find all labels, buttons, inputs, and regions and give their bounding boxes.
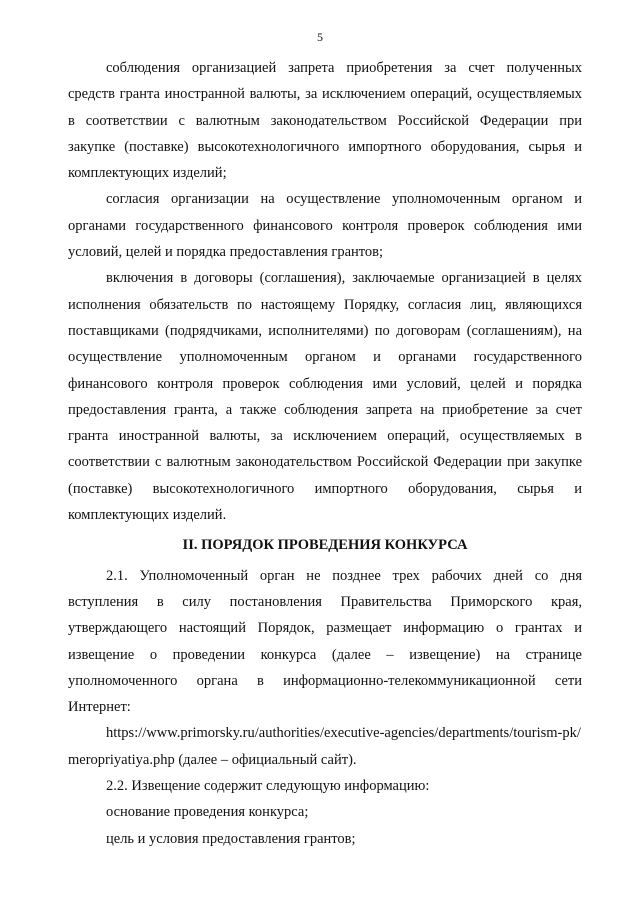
page-number: 5 <box>317 30 323 44</box>
paragraph: согласия организации на осуществление уполномоченным органом и органами государственного финансового контроля проверок соблюдения ими условий, целей и порядка предоставления грантов; <box>68 191 582 261</box>
paragraph: 2.2. Извещение содержит следующую информацию: <box>106 778 430 795</box>
paragraph: цель и условия предоставления грантов; <box>106 830 356 847</box>
paragraph: 2.1. Уполномоченный орган не позднее трех рабочих дней со дня вступления в силу постановления Правительства Приморского края, утверждающего настоящий Порядок, размещает информацию о грантах и извещение о проведении конкурса (далее – извещение) на странице уполномоченного органа в информационно-телекоммуникационной сети Интернет: <box>68 567 582 716</box>
document-body <box>68 55 582 852</box>
paragraph: соблюдения организацией запрета приобретения за счет полученных средств гранта иностранной валюты, за исключением операций, осуществляемых в соответствии с валютным законодательством Российской Федерации при закупке (поставке) высокотехнологичного импортного оборудования, сырья и комплектующих изделий; <box>68 60 582 182</box>
website-url-paragraph: https://www.primorsky.ru/authorities/executive-agencies/departments/tourism-pk/meropriyatiya.php (далее – официальный сайт). <box>68 725 581 768</box>
paragraph: включения в договоры (соглашения), заключаемые организацией в целях исполнения обязательств по настоящему Порядку, согласия лиц, являющихся поставщиками (подрядчиками, исполнителями) по договорам (соглашениям), на осуществление уполномоченным органом и органами государственного финансового контроля проверок соблюдения ими условий, целей и порядка предоставления гранта, а также соблюдения запрета на приобретение за счет гранта иностранной валюты, за исключением операций, осуществляемых в соответствии с валютным законодательством Российской Федерации при закупке (поставке) высокотехнологичного импортного оборудования, сырья и комплектующих изделий. <box>68 270 582 524</box>
paragraph: основание проведения конкурса; <box>106 804 309 821</box>
section-heading: II. ПОРЯДОК ПРОВЕДЕНИЯ КОНКУРСА <box>182 537 468 554</box>
